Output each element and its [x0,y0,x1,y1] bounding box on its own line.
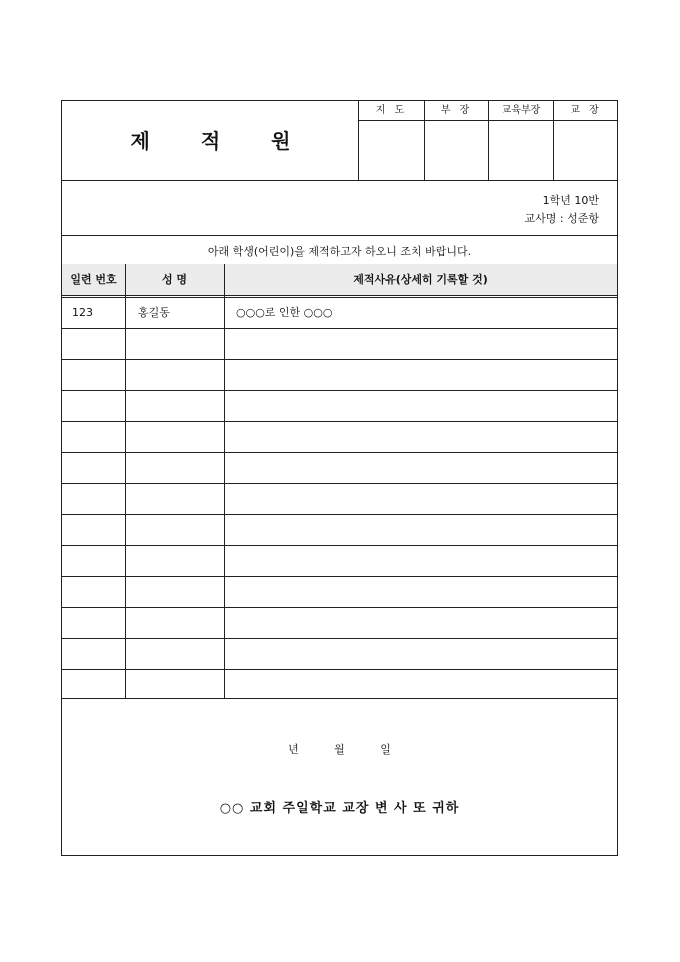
serial-cell[interactable]: 123 [72,306,93,319]
reason-cell[interactable] [236,669,611,700]
row-divider [62,452,617,453]
approval-label: 지 도 [359,101,424,121]
row-divider [62,483,617,484]
name-cell[interactable] [138,638,222,669]
row-divider [62,607,617,608]
row-divider [62,545,617,546]
serial-cell[interactable] [72,638,122,669]
table-row [62,421,617,452]
divider [62,235,617,236]
serial-cell[interactable] [72,390,122,421]
serial-cell[interactable] [72,421,122,452]
serial-cell[interactable] [72,483,122,514]
serial-cell[interactable] [72,545,122,576]
title-cell [62,101,359,180]
row-divider [62,359,617,360]
row-divider [62,328,617,329]
row-divider [62,514,617,515]
serial-cell[interactable] [72,452,122,483]
reason-cell[interactable] [236,421,611,452]
row-divider [62,421,617,422]
name-cell[interactable] [138,421,222,452]
approval-cell-education-head[interactable] [489,101,554,180]
table-row [62,359,617,390]
class-info: 1학년 10반 [542,194,599,207]
table-row [62,607,617,638]
name-cell[interactable] [138,452,222,483]
name-cell[interactable] [138,359,222,390]
signature-box[interactable] [554,121,618,179]
name-cell[interactable] [138,328,222,359]
reason-cell[interactable] [236,545,611,576]
approval-label: 부 장 [425,101,488,121]
table-row [62,514,617,545]
row-divider [62,669,617,670]
name-cell[interactable] [138,483,222,514]
table-row [62,328,617,359]
table-row [62,297,617,328]
column-header-reason: 제적사유(상세히 기록할 것) [353,273,488,286]
serial-cell[interactable] [72,576,122,607]
reason-cell[interactable] [236,359,611,390]
form-title: 제 적 원 [130,129,313,153]
row-divider [62,638,617,639]
reason-cell[interactable] [236,452,611,483]
approval-cell-department-head[interactable] [425,101,489,180]
approval-cell-principal[interactable] [554,101,618,180]
name-cell[interactable] [138,545,222,576]
serial-cell[interactable] [72,514,122,545]
table-row [62,669,617,700]
serial-cell[interactable] [72,607,122,638]
signature-box[interactable] [489,121,553,179]
serial-cell[interactable] [72,669,122,700]
approval-box [359,101,618,180]
expulsion-form [61,100,618,856]
divider [62,295,617,296]
name-cell[interactable] [138,514,222,545]
serial-cell[interactable] [72,328,122,359]
reason-cell[interactable] [236,607,611,638]
reason-cell[interactable] [236,514,611,545]
column-header-serial: 일련 번호 [70,273,117,286]
date-line: 년 월 일 [288,743,407,756]
divider [62,698,617,699]
table-row [62,452,617,483]
column-header-name: 성 명 [161,273,188,286]
name-cell[interactable] [138,576,222,607]
row-divider [62,576,617,577]
reason-cell[interactable] [236,390,611,421]
serial-cell[interactable] [72,359,122,390]
name-cell[interactable] [138,390,222,421]
name-cell[interactable] [138,669,222,700]
reason-cell[interactable] [236,576,611,607]
name-cell[interactable] [138,607,222,638]
reason-cell[interactable] [236,483,611,514]
addressee: ○○ 교회 주일학교 교장 변 사 또 귀하 [219,801,460,816]
table-row [62,638,617,669]
reason-cell[interactable]: ○○○로 인한 ○○○ [236,306,333,319]
notice-text: 아래 학생(어린이)을 제적하고자 하오니 조치 바랍니다. [207,245,472,258]
divider [62,180,617,181]
table-row [62,390,617,421]
reason-cell[interactable] [236,328,611,359]
approval-label: 교육부장 [489,101,553,121]
row-divider [62,390,617,391]
table-row [62,576,617,607]
teacher-info: 교사명 : 성준항 [524,212,599,225]
table-header [62,264,617,295]
signature-box[interactable] [359,121,424,179]
reason-cell[interactable] [236,638,611,669]
table-row [62,545,617,576]
approval-cell-guidance[interactable] [359,101,425,180]
approval-label: 교 장 [554,101,618,121]
name-cell[interactable]: 홍길동 [138,306,170,319]
signature-box[interactable] [425,121,488,179]
table-row [62,483,617,514]
